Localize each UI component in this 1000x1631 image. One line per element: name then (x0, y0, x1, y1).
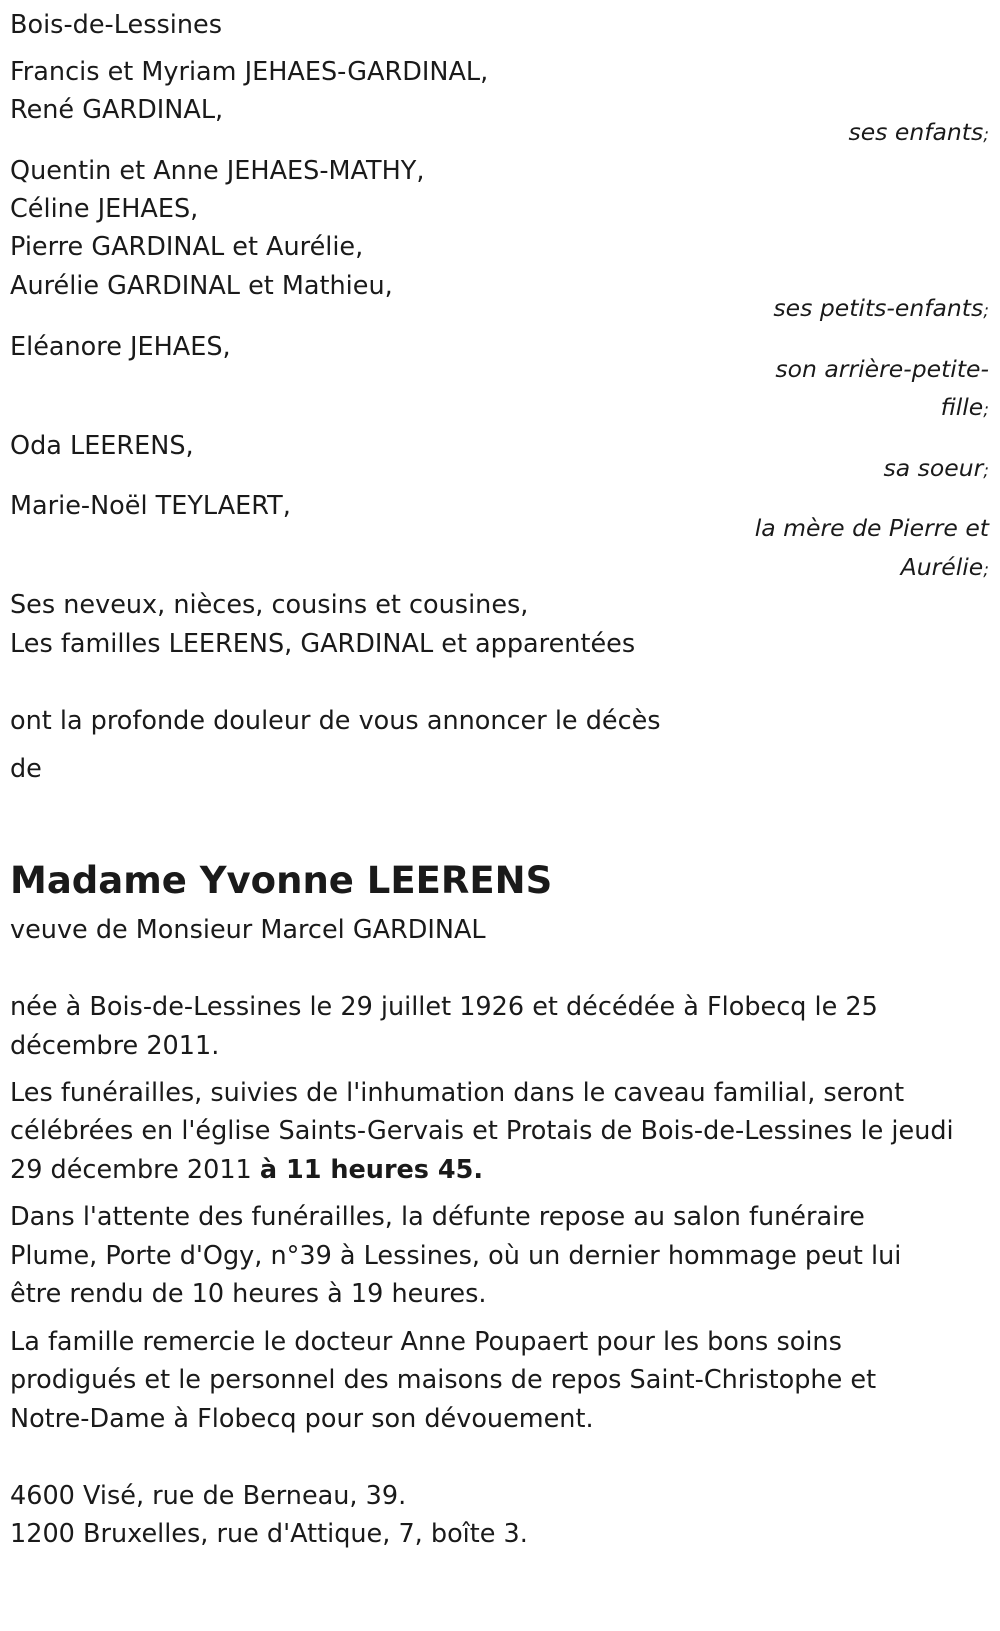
children-line-2: René GARDINAL, (10, 95, 224, 125)
other-line: Marie-Noël TEYLAERT, (10, 491, 291, 521)
children-relation: ses enfants; (848, 118, 989, 146)
announcement-line-1: ont la profonde douleur de vous annoncer le décès (10, 706, 661, 736)
viewing-line-3: être rendu de 10 heures à 19 heures. (10, 1279, 487, 1309)
grandchildren-line-3: Pierre GARDINAL et Aurélie, (10, 232, 364, 262)
thanks-line-1: La famille remercie le docteur Anne Poupaert pour les bons soins (10, 1327, 842, 1357)
announcement-line-2: de (10, 754, 42, 784)
other-relation-1: la mère de Pierre et (754, 514, 989, 542)
thanks-line-2: prodigués et le personnel des maisons de repos Saint-Christophe et (10, 1365, 877, 1395)
address-line-1: 4600 Visé, rue de Berneau, 39. (10, 1481, 407, 1511)
great-grandchild-line: Eléanore JEHAES, (10, 332, 231, 362)
funeral-date: 29 décembre 2011 (10, 1155, 260, 1185)
deceased-name: Madame Yvonne LEERENS (10, 859, 553, 902)
widow-of-line: veuve de Monsieur Marcel GARDINAL (10, 915, 486, 945)
grandchildren-line-1: Quentin et Anne JEHAES-MATHY, (10, 156, 425, 186)
other-relation-2: Aurélie; (900, 553, 989, 581)
birth-death-line-2: décembre 2011. (10, 1031, 220, 1061)
great-grandchild-relation-2: fille; (940, 393, 989, 421)
children-line-1: Francis et Myriam JEHAES-GARDINAL, (10, 57, 489, 87)
viewing-line-2: Plume, Porte d'Ogy, n°39 à Lessines, où un dernier hommage peut lui (10, 1241, 902, 1271)
thanks-line-3: Notre-Dame à Flobecq pour son dévouement. (10, 1404, 594, 1434)
birth-death-line-1: née à Bois-de-Lessines le 29 juillet 1926 et décédée à Flobecq le 25 (10, 992, 878, 1022)
extended-family-line-1: Ses neveux, nièces, cousins et cousines, (10, 590, 529, 620)
address-line-2: 1200 Bruxelles, rue d'Attique, 7, boîte 3. (10, 1519, 528, 1549)
sister-relation: sa soeur; (883, 454, 989, 482)
viewing-line-1: Dans l'attente des funérailles, la défunte repose au salon funéraire (10, 1202, 865, 1232)
grandchildren-relation: ses petits-enfants; (773, 294, 989, 322)
place-header: Bois-de-Lessines (10, 10, 222, 40)
sister-line: Oda LEERENS, (10, 431, 194, 461)
funeral-line-3 (10, 1150, 483, 1190)
grandchildren-line-2: Céline JEHAES, (10, 194, 199, 224)
funeral-line-1: Les funérailles, suivies de l'inhumation dans le caveau familial, seront (10, 1078, 905, 1108)
grandchildren-line-4: Aurélie GARDINAL et Mathieu, (10, 271, 393, 301)
extended-family-line-2: Les familles LEERENS, GARDINAL et apparentées (10, 629, 636, 659)
funeral-line-2: célébrées en l'église Saints-Gervais et Protais de Bois-de-Lessines le jeudi (10, 1116, 954, 1146)
great-grandchild-relation-1: son arrière-petite- (775, 355, 989, 383)
funeral-time: à 11 heures 45. (259, 1155, 484, 1185)
